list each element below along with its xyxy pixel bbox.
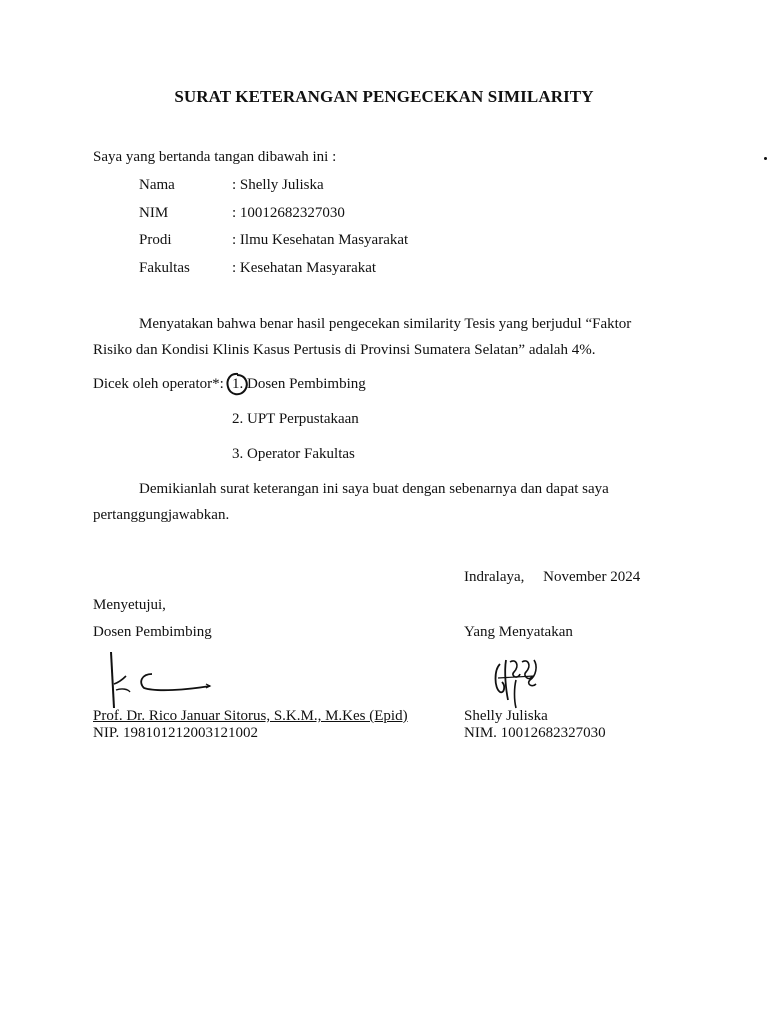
- identity-label-nim: NIM: [139, 205, 169, 221]
- declarant-role: Yang Menyatakan: [464, 624, 573, 640]
- approval-label: Menyetujui,: [93, 597, 166, 613]
- identity-value-nim: : 10012682327030: [232, 205, 345, 221]
- identity-label-prodi: Prodi: [139, 232, 172, 248]
- closing-line-1: Demikianlah surat keterangan ini saya buat dengan sebenarnya dan dapat saya: [139, 481, 609, 497]
- statement-line-1: Menyatakan bahwa benar hasil pengecekan similarity Tesis yang berjudul “Faktor: [139, 316, 632, 332]
- circle-mark-icon: [224, 371, 250, 399]
- statement-line-2: Risiko dan Kondisi Klinis Kasus Pertusis di Provinsi Sumatera Selatan” adalah 4%.: [93, 342, 596, 358]
- operator-text-3: Operator Fakultas: [247, 446, 355, 462]
- declarant-nim: NIM. 10012682327030: [464, 725, 606, 741]
- operator-text-1: Dosen Pembimbing: [247, 376, 366, 392]
- handwritten-signature-icon: [106, 648, 216, 710]
- operator-number-1: 1.: [232, 376, 244, 392]
- supervisor-name: Prof. Dr. Rico Januar Sitorus, S.K.M., M.Kes (Epid): [93, 708, 408, 724]
- intro-text: Saya yang bertanda tangan dibawah ini :: [93, 149, 337, 165]
- supervisor-role: Dosen Pembimbing: [93, 624, 212, 640]
- operator-text-2: UPT Perpustakaan: [247, 411, 359, 427]
- closing-line-2: pertanggungjawabkan.: [93, 507, 230, 523]
- identity-value-fakultas: : Kesehatan Masyarakat: [232, 260, 377, 276]
- identity-value-prodi: : Ilmu Kesehatan Masyarakat: [232, 232, 409, 248]
- operator-item-1: [232, 376, 366, 393]
- place-date: Indralaya, November 2024: [464, 569, 641, 585]
- operator-number-2: 2.: [232, 411, 244, 427]
- identity-label-fakultas: Fakultas: [139, 260, 190, 276]
- identity-value-name: : Shelly Juliska: [232, 177, 324, 193]
- page-title: SURAT KETERANGAN PENGECEKAN SIMILARITY: [174, 87, 594, 106]
- handwritten-signature-icon: [490, 656, 542, 710]
- identity-label-name: Nama: [139, 177, 175, 193]
- supervisor-nip: NIP. 198101212003121002: [93, 725, 259, 741]
- declarant-name: Shelly Juliska: [464, 708, 548, 724]
- operator-item-2: [232, 411, 359, 428]
- stray-mark: [764, 157, 767, 160]
- checked-by-label: Dicek oleh operator*:: [93, 376, 224, 392]
- operator-item-3: [232, 446, 355, 463]
- operator-number-3: 3.: [232, 446, 244, 462]
